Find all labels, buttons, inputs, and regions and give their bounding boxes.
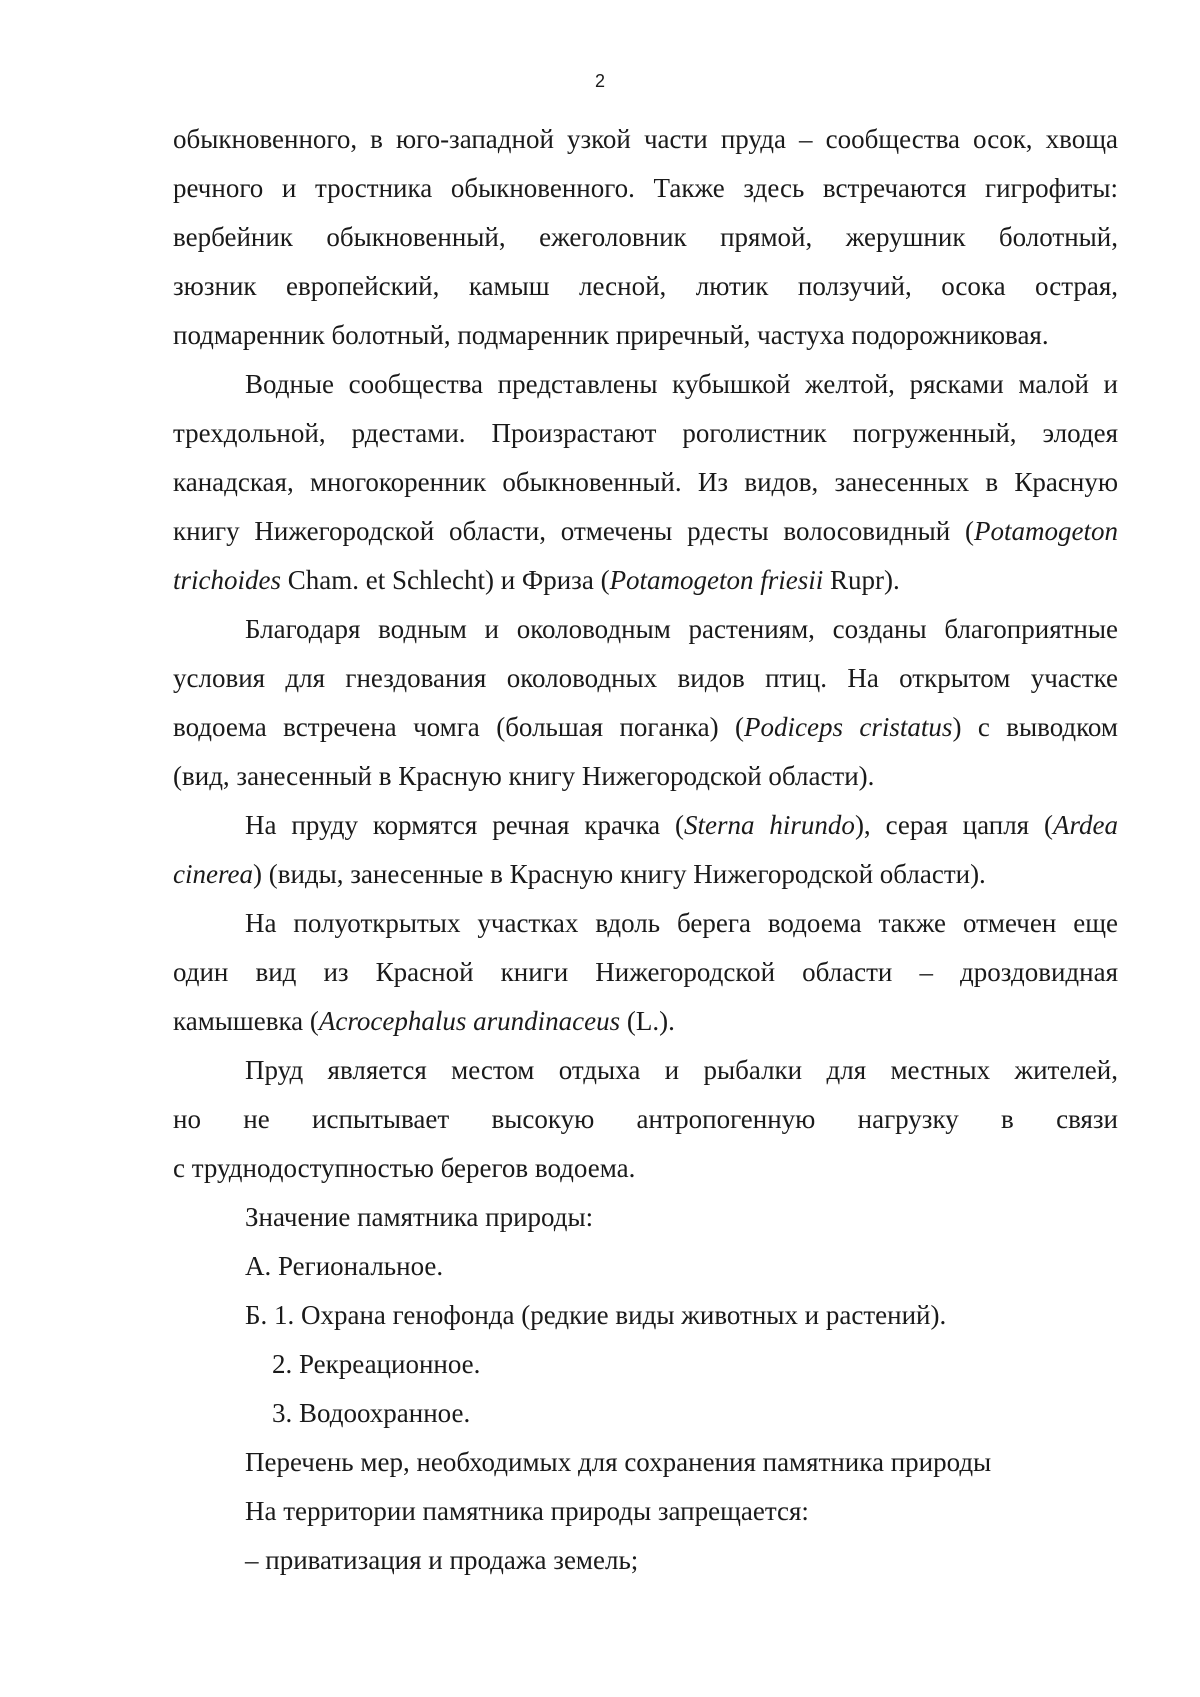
latin-name: Sterna hirundo bbox=[684, 810, 855, 840]
text-line: книгу Нижегородской области, отмечены рдесты волосовидный (Potamogeton bbox=[173, 516, 1118, 546]
text-line: водоема встречена чомга (большая поганка) (Podiceps cristatus) с выводком bbox=[173, 712, 1118, 742]
text-line: один вид из Красной книги Нижегородской области – дроздовидная bbox=[173, 957, 1118, 987]
text-line: камышевка (Acrocephalus arundinaceus (L.). bbox=[173, 1006, 675, 1036]
page-number: 2 bbox=[594, 71, 605, 91]
paragraph-warbler bbox=[173, 899, 1118, 1046]
measures-section bbox=[173, 1438, 1118, 1585]
text-line: условия для гнездования околоводных видов птиц. На открытом участке bbox=[173, 663, 1118, 693]
list-item: 2. Рекреационное. bbox=[272, 1349, 481, 1379]
significance-section bbox=[173, 1193, 1118, 1438]
text-line: зюзник европейский, камыш лесной, лютик ползучий, осока острая, bbox=[173, 271, 1118, 301]
text-line: канадская, многокоренник обыкновенный. Из видов, занесенных в Красную bbox=[173, 467, 1118, 497]
text-line: обыкновенного, в юго-западной узкой части пруда – сообщества осок, хвоща bbox=[173, 124, 1118, 154]
paragraph-nesting-birds bbox=[173, 605, 1118, 801]
text-line: На полуоткрытых участках вдоль берега водоема также отмечен еще bbox=[245, 908, 1118, 938]
paragraph-aquatic-communities bbox=[173, 360, 1118, 605]
text-line: На пруду кормятся речная крачка (Sterna hirundo), серая цапля (Ardea bbox=[245, 810, 1118, 840]
text-line: речного и тростника обыкновенного. Также здесь встречаются гигрофиты: bbox=[173, 173, 1118, 203]
text-line: с труднодоступностью берегов водоема. bbox=[173, 1153, 636, 1183]
latin-name: Potamogeton bbox=[974, 516, 1118, 546]
text-line: Благодаря водным и околоводным растениям, созданы благоприятные bbox=[245, 614, 1118, 644]
paragraph-feeding-birds bbox=[173, 801, 1118, 899]
latin-name: Ardea bbox=[1053, 810, 1118, 840]
list-item: А. Региональное. bbox=[245, 1251, 444, 1281]
text-line: трехдольной, рдестами. Произрастают роголистник погруженный, элодея bbox=[173, 418, 1118, 448]
text-line: Водные сообщества представлены кубышкой желтой, рясками малой и bbox=[245, 369, 1118, 399]
latin-name: cinerea bbox=[173, 859, 253, 889]
latin-name: trichoides bbox=[173, 565, 281, 595]
list-item: – приватизация и продажа земель; bbox=[245, 1545, 639, 1575]
document-body bbox=[173, 115, 1118, 1585]
list-item: 3. Водоохранное. bbox=[272, 1398, 471, 1428]
list-item: Б. 1. Охрана генофонда (редкие виды животных и растений). bbox=[245, 1300, 947, 1330]
latin-name: Podiceps cristatus bbox=[744, 712, 953, 742]
latin-name: Acrocephalus arundinaceus bbox=[318, 1006, 621, 1036]
text-line: Пруд является местом отдыха и рыбалки для местных жителей, bbox=[245, 1055, 1118, 1085]
text-line: вербейник обыкновенный, ежеголовник прямой, жерушник болотный, bbox=[173, 222, 1118, 252]
latin-name: Potamogeton friesii bbox=[609, 565, 824, 595]
text-line: На территории памятника природы запрещается: bbox=[245, 1496, 809, 1526]
paragraph-recreation bbox=[173, 1046, 1118, 1193]
section-heading: Значение памятника природы: bbox=[245, 1202, 594, 1232]
section-heading: Перечень мер, необходимых для сохранения памятника природы bbox=[245, 1447, 992, 1477]
text-line: trichoides Cham. et Schlecht) и Фриза (Potamogeton friesii Rupr). bbox=[173, 565, 900, 595]
text-line: (вид, занесенный в Красную книгу Нижегородской области). bbox=[173, 761, 875, 791]
text-line: но не испытывает высокую антропогенную нагрузку в связи bbox=[173, 1104, 1118, 1134]
paragraph-riparian-plants bbox=[173, 115, 1118, 360]
text-line: подмаренник болотный, подмаренник приречный, частуха подорожниковая. bbox=[173, 320, 1049, 350]
text-line: cinerea) (виды, занесенные в Красную книгу Нижегородской области). bbox=[173, 859, 986, 889]
